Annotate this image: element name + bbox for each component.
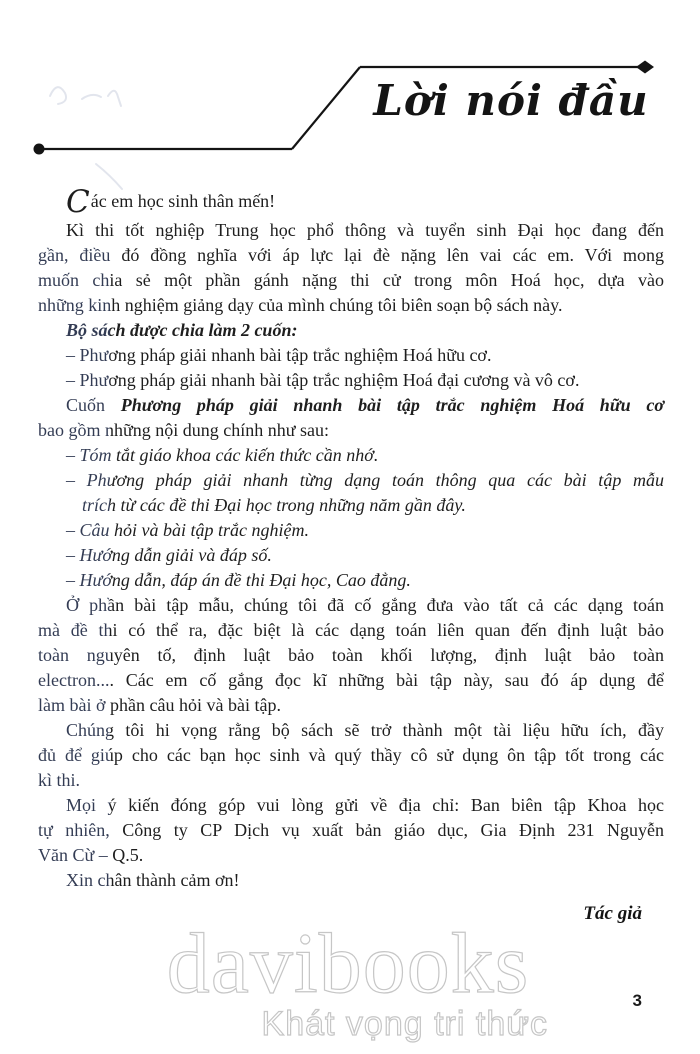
text-line: mà đề thi có thể ra, đặc biệt là các dạng toán liên quan đến định luật bảo (38, 620, 664, 640)
text-segment: Cuốn (66, 395, 121, 415)
rule-diamond-icon (636, 61, 654, 74)
text-line: trích từ các đề thi Đại học trong những năm gần đây. (82, 495, 466, 515)
page-title: Lời nói đầu (373, 76, 649, 125)
text-line: – Hướng dẫn, đáp án đề thi Đại học, Cao đẳng. (66, 570, 411, 590)
text-line: Ở phần bài tập mẫu, chúng tôi đã cố gắng đưa vào tất cả các dạng toán (66, 595, 664, 615)
watermark (148, 915, 548, 1044)
text-line: Bộ sách được chia làm 2 cuốn: (66, 320, 298, 340)
text-line: làm bài ở phần câu hỏi và bài tập. (38, 695, 281, 715)
text-line (38, 184, 664, 220)
paragraph (38, 718, 664, 793)
text-line: muốn chia sẻ một phần gánh nặng thi cử trong môn Hoá học, dựa vào (38, 270, 664, 290)
text-line: Văn Cừ – Q.5. (38, 845, 144, 865)
body-text (38, 184, 664, 893)
text-line: Chúng tôi hi vọng rằng bộ sách sẽ trở thành một tài liệu hữu ích, đầy (66, 720, 664, 740)
paragraph (38, 393, 664, 443)
paragraph (38, 218, 664, 318)
paragraph (38, 184, 664, 220)
text-line: – Phương pháp giải nhanh từng dạng toán thông qua các bài tập mẫu (66, 470, 664, 490)
text-line: electron.... Các em cố gắng đọc kĩ những bài tập này, sau đó áp dụng để (38, 670, 664, 690)
text-line: kì thi. (38, 770, 81, 790)
watermark-slogan: Khát vọng tri thức (261, 1005, 548, 1043)
text-line: Kì thi tốt nghiệp Trung học phổ thông và tuyển sinh Đại học đang đến (66, 220, 664, 240)
text-line: – Phương pháp giải nhanh bài tập trắc nghiệm Hoá hữu cơ. (66, 345, 492, 365)
text-line: gần, điều đó đồng nghĩa với áp lực lại đè nặng lên vai các em. Với mong (38, 245, 664, 265)
text-segment: ác em học sinh thân mến! (90, 191, 276, 211)
text-line: – Tóm tắt giáo khoa các kiến thức cần nhớ. (66, 445, 379, 465)
paragraph (38, 443, 664, 593)
paragraph (38, 593, 664, 718)
rule-dot-icon (34, 144, 45, 155)
text-line (38, 393, 664, 418)
text-line: – Phương pháp giải nhanh bài tập trắc nghiệm Hoá đại cương và vô cơ. (66, 370, 580, 390)
text-line: toàn nguyên tố, định luật bảo toàn khối lượng, định luật bảo toàn (38, 645, 664, 665)
text-line: Xin chân thành cảm ơn! (66, 870, 240, 890)
paragraph (38, 318, 664, 343)
watermark-logo-text: davibooks (166, 915, 530, 1011)
paragraph (38, 343, 664, 393)
text-line: – Câu hỏi và bài tập trắc nghiệm. (66, 520, 309, 540)
text-segment: Phương pháp giải nhanh bài tập trắc nghiệm Hoá hữu cơ (120, 395, 664, 415)
page-number: 3 (632, 991, 642, 1010)
text-line: Mọi ý kiến đóng góp vui lòng gửi về địa chỉ: Ban biên tập Khoa học (66, 795, 664, 815)
text-line: – Hướng dẫn giải và đáp số. (66, 545, 272, 565)
text-line: những kinh nghiệm giảng dạy của mình chúng tôi biên soạn bộ sách này. (38, 295, 563, 315)
dropcap-initial: C (66, 184, 90, 220)
author-signature: Tác giả (583, 903, 642, 924)
text-line: bao gồm những nội dung chính như sau: (38, 420, 329, 440)
paragraph (38, 793, 664, 868)
text-line: đủ để giúp cho các bạn học sinh và quý thầy cô sử dụng ôn tập tốt trong các (38, 745, 664, 765)
paragraph (38, 868, 664, 893)
text-line: tự nhiên, Công ty CP Dịch vụ xuất bản giáo dục, Gia Định 231 Nguyễn (38, 820, 664, 840)
